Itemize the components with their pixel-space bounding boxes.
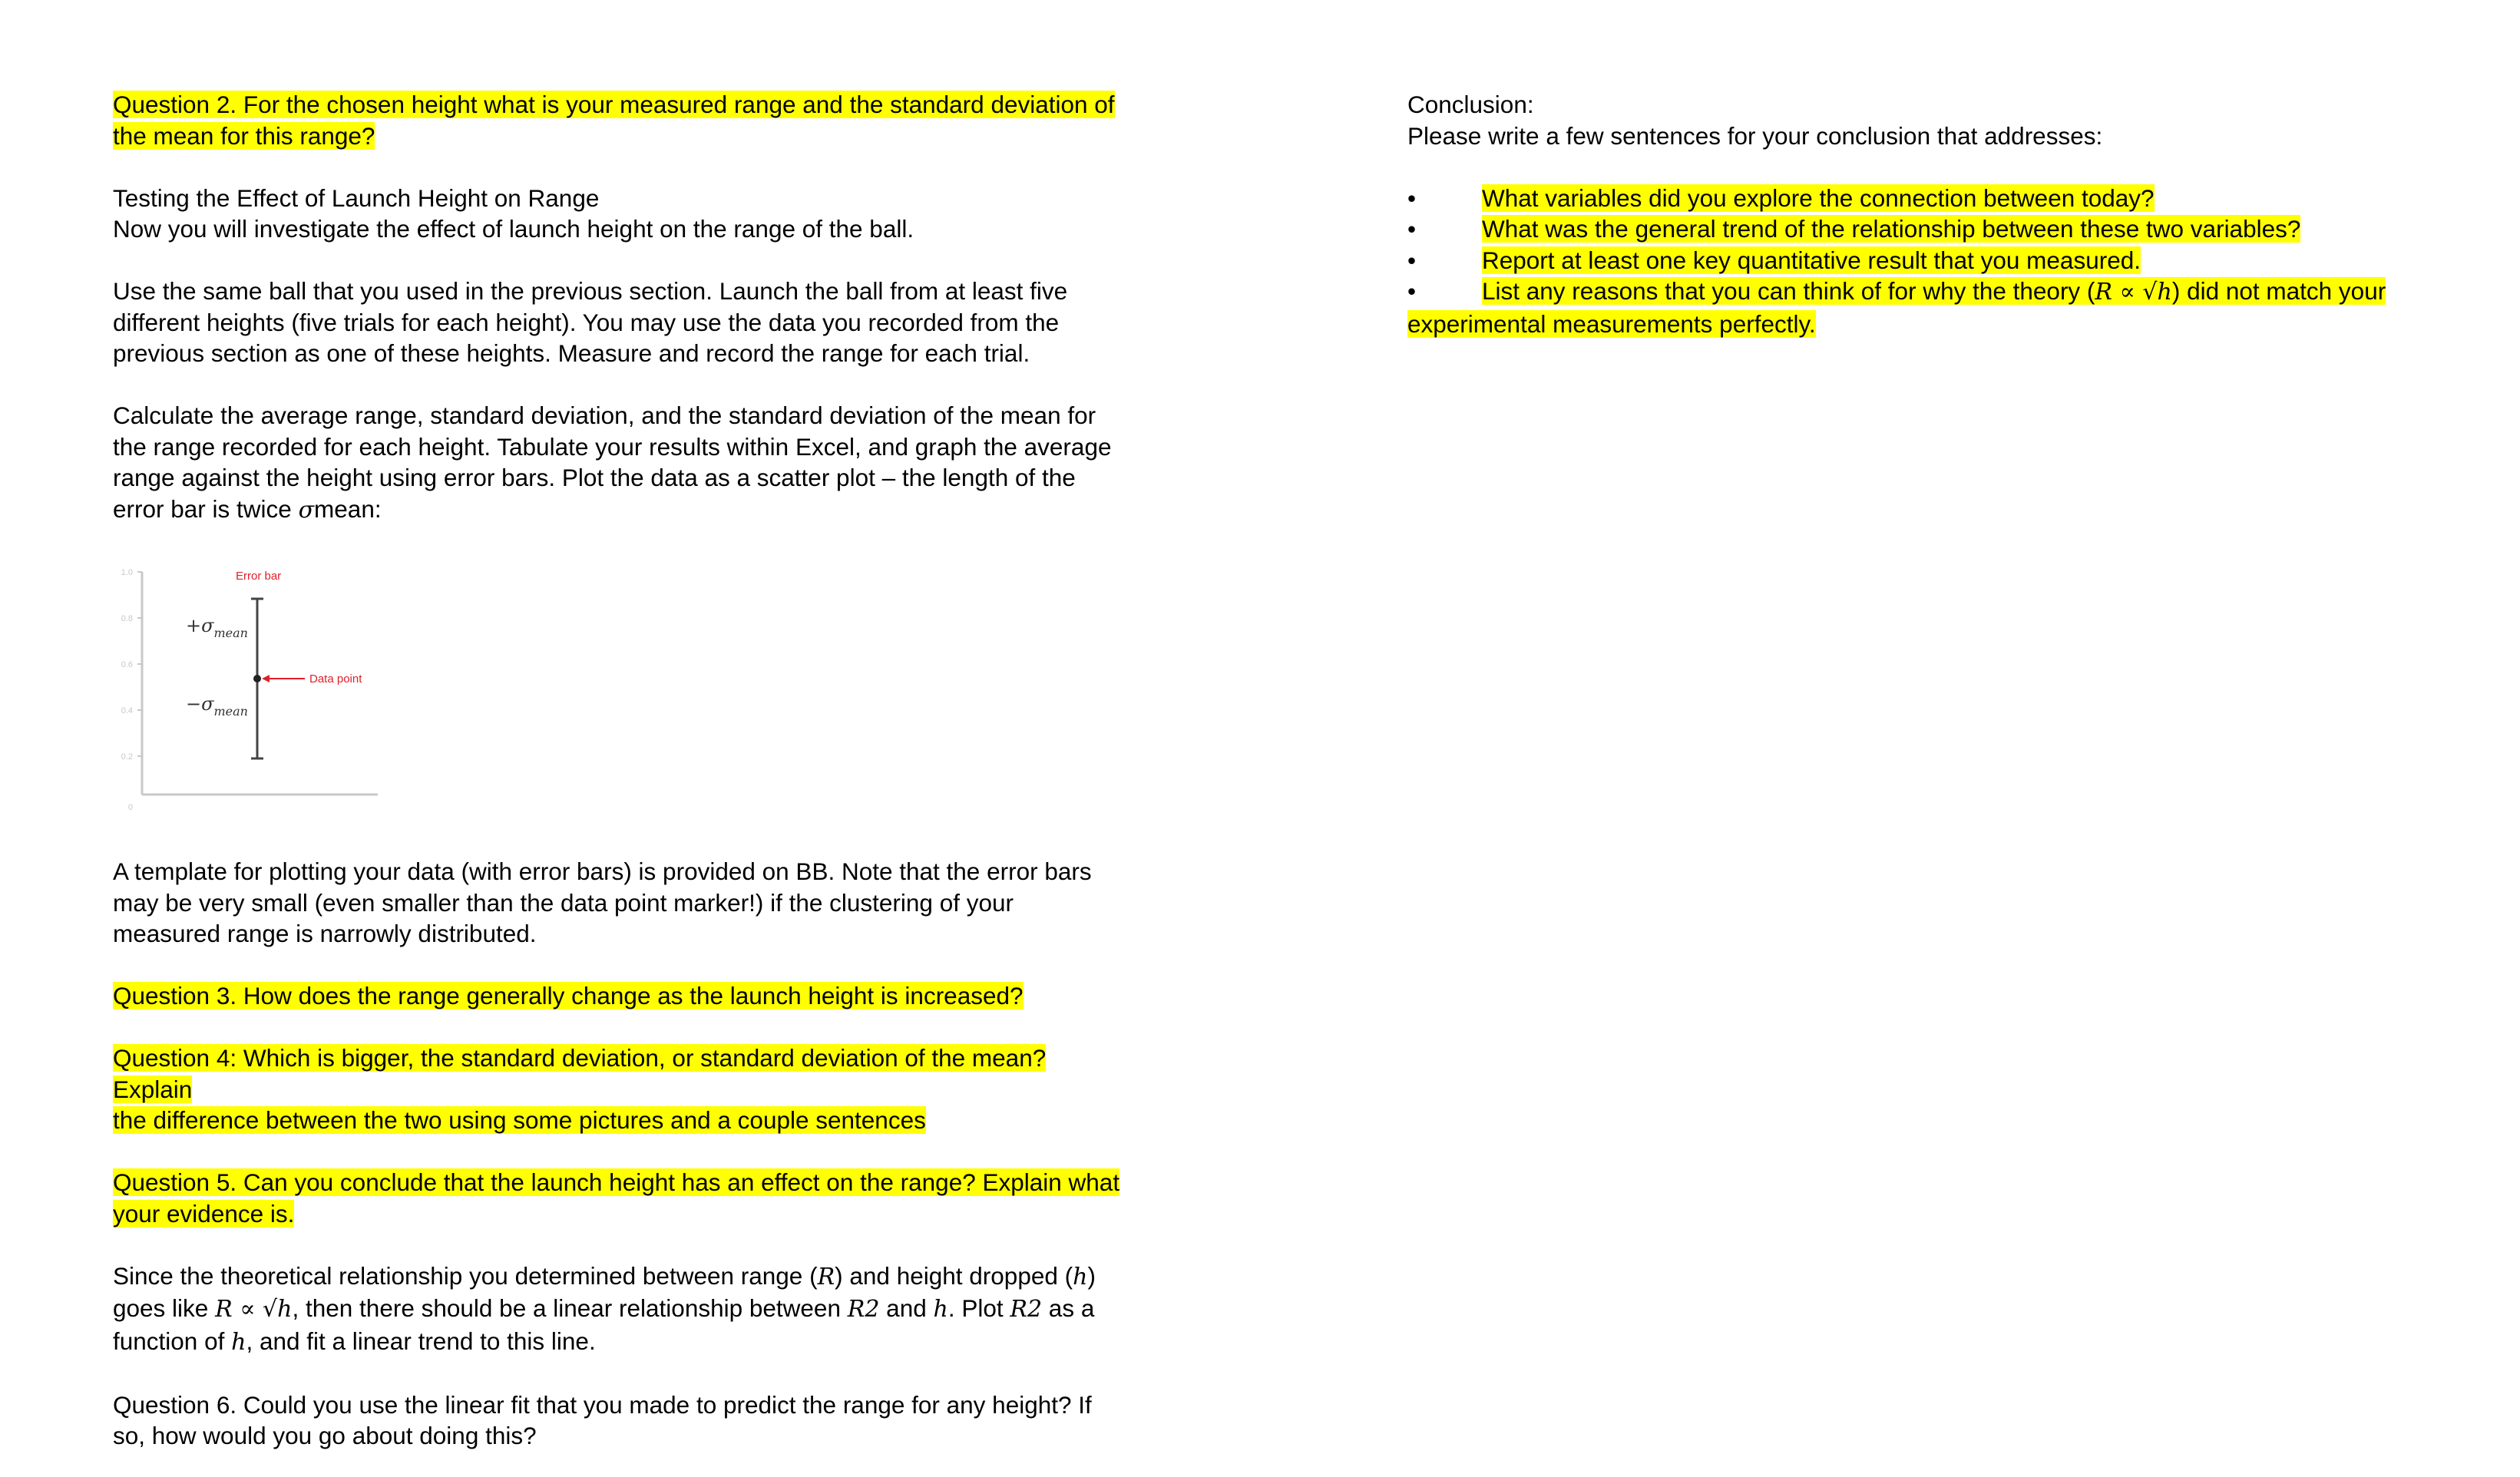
calculation-paragraph: Calculate the average range, standard deviation, and the standard deviation of the mean for the range recorded for each height. Tabulate your results within Excel, and graph the average range against the height using error bars. Plot the data as a scatter plot – the length of the error bar is twice σmean: xyxy=(113,401,1112,524)
section-title: Testing the Effect of Launch Height on Range xyxy=(113,183,600,212)
error-bar-figure xyxy=(113,557,420,818)
question-6: Question 6. Could you use the linear fit that you made to predict the range for any height? If so, how would you go about doing this? xyxy=(113,1390,1092,1449)
minus-sigma-label: $-\sigma_{mean}$ xyxy=(186,693,248,719)
theory-paragraph: Since the theoretical relationship you determined between range (R) and height dropped (h) goes like R ∝ √h, then there should be a linear relationship between R2 and h. Plot R2 as a function of h, and fit a linear trend to this line. xyxy=(113,1261,1096,1356)
y-tick-label: 0.2 xyxy=(121,752,133,762)
error-bar-label: Error bar xyxy=(236,570,282,583)
y-tick-label: 0.4 xyxy=(121,706,133,715)
y-tick-label: 0 xyxy=(127,803,133,812)
question-2: Question 2. For the chosen height what is your measured range and the standard deviation of the mean for this range? xyxy=(113,91,1115,150)
right-column xyxy=(1407,89,2398,339)
arrow-head xyxy=(262,675,270,682)
question-3: Question 3. How does the range generally change as the launch height is increased? xyxy=(113,982,1024,1009)
y-tick-label: 0.6 xyxy=(121,660,133,669)
left-column xyxy=(113,89,1126,1452)
error-bar-diagram xyxy=(113,557,420,818)
question-4: Question 4: Which is bigger, the standard deviation, or standard deviation of the mean? Explain the difference between the two using some pictures and a couple sentences xyxy=(113,1044,1047,1134)
bullet-item: • Report at least one key quantitative result that you measured. xyxy=(1407,246,2141,274)
template-paragraph: A template for plotting your data (with error bars) is provided on BB. Note that the error bars may be very small (even smaller than the data point marker!) if the clustering of your measured range is narrowly distributed. xyxy=(113,857,1092,947)
y-tick-label: 1.0 xyxy=(121,568,133,577)
plus-sigma-label: $+\sigma_{mean}$ xyxy=(186,615,248,640)
question-5: Question 5. Can you conclude that the launch height has an effect on the range? Explain what your evidence is. xyxy=(113,1168,1120,1228)
conclusion-title: Conclusion: xyxy=(1407,91,1534,118)
y-tick-label: 0.8 xyxy=(121,614,133,623)
bullet-item: • What was the general trend of the relationship between these two variables? xyxy=(1407,215,2301,243)
data-point-marker xyxy=(253,675,261,682)
conclusion-bullets xyxy=(1407,183,2398,340)
bullet-item: • List any reasons that you can think of for why the theory (R ∝ √h) did not match your experimental measurements perfectly. xyxy=(1407,277,2386,338)
data-point-label: Data point xyxy=(309,672,362,686)
section-intro: Now you will investigate the effect of launch height on the range of the ball. xyxy=(113,215,914,243)
bullet-item: • What variables did you explore the connection between today? xyxy=(1407,183,2155,212)
procedure-paragraph: Use the same ball that you used in the previous section. Launch the ball from at least five different heights (five trials for each height). You may use the data you recorded from the previous section as one of these heights. Measure and record the range for each trial. xyxy=(113,277,1068,367)
conclusion-intro: Please write a few sentences for your conclusion that addresses: xyxy=(1407,121,2103,150)
